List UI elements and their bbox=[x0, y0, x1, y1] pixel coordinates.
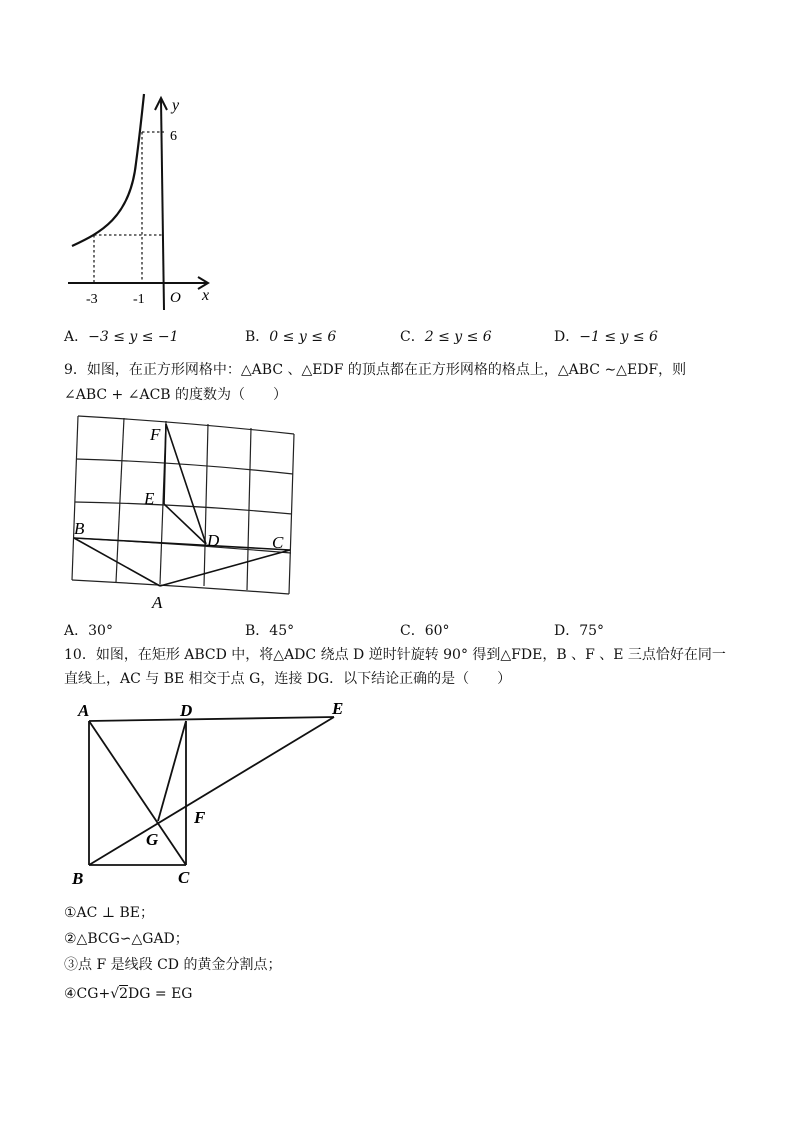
q8-option-d: D．−1 ≤ y ≤ 6 bbox=[554, 329, 658, 345]
q8-x-tick-minus1: -1 bbox=[133, 292, 145, 307]
q9-option-a: A．30° bbox=[64, 623, 113, 639]
q9-label-e: E bbox=[144, 489, 155, 508]
q10-seg-ac bbox=[89, 721, 186, 865]
q8-origin-label: O bbox=[170, 290, 181, 306]
q10-label-a: A bbox=[78, 701, 90, 720]
q10-label-b: B bbox=[72, 869, 84, 888]
q9-seg-fe bbox=[164, 424, 166, 504]
q8-x-label: x bbox=[202, 287, 210, 304]
q9-option-c: C．60° bbox=[400, 623, 450, 639]
q8-x-tick-minus3: -3 bbox=[86, 292, 98, 307]
q8-y-label: y bbox=[172, 97, 180, 114]
q10-stem-line2: 直线上，AC 与 BE 相交于点 G，连接 DG．以下结论正确的是（ ） bbox=[64, 671, 512, 687]
q9-option-b: B．45° bbox=[245, 623, 295, 639]
q8-option-a: A．−3 ≤ y ≤ −1 bbox=[64, 329, 179, 345]
q10-statement-4: ④CG+√2DG = EG bbox=[64, 986, 193, 1002]
q8-graph bbox=[60, 88, 230, 316]
q10-label-f: F bbox=[194, 808, 206, 827]
q9-label-a: A bbox=[152, 593, 163, 612]
q8-curve bbox=[72, 94, 144, 246]
q9-label-f: F bbox=[150, 425, 161, 444]
q9-option-d: D．75° bbox=[554, 623, 605, 639]
q9-stem-line1: 9．如图，在正方形网格中：△ABC 、△EDF 的顶点都在正方形网格的格点上，△ABC ∼△EDF，则 bbox=[64, 362, 687, 378]
q8-option-c: C．2 ≤ y ≤ 6 bbox=[400, 329, 492, 345]
q9-label-d: D bbox=[207, 531, 220, 550]
q10-seg-ae bbox=[89, 717, 334, 721]
q10-statement-3: ③点 F 是线段 CD 的黄金分割点； bbox=[64, 957, 282, 973]
q9-grid-figure bbox=[64, 408, 304, 613]
q8-y-tick-6: 6 bbox=[170, 129, 177, 144]
q10-label-e: E bbox=[332, 699, 344, 718]
q9-label-c: C bbox=[272, 533, 284, 552]
q8-option-b: B．0 ≤ y ≤ 6 bbox=[245, 329, 337, 345]
q9-label-b: B bbox=[74, 519, 85, 538]
q10-statement-2: ②△BCG∽△GAD； bbox=[64, 931, 189, 947]
q10-label-g: G bbox=[146, 830, 159, 849]
q9-seg-ba bbox=[74, 538, 160, 586]
sqrt-sign: √ bbox=[110, 986, 120, 1002]
q10-label-c: C bbox=[178, 868, 190, 887]
q10-rectangle-figure bbox=[64, 695, 364, 890]
q9-seg-bc bbox=[74, 538, 290, 550]
q10-statement-1: ①AC ⊥ BE； bbox=[64, 905, 154, 921]
q9-seg-ac bbox=[160, 550, 290, 586]
q10-seg-dg bbox=[158, 721, 186, 821]
q10-stem-line1: 10．如图，在矩形 ABCD 中，将△ADC 绕点 D 逆时针旋转 90° 得到△FDE，B 、F 、E 三点恰好在同一 bbox=[64, 647, 726, 663]
q10-seg-be bbox=[89, 717, 334, 865]
q10-label-d: D bbox=[180, 701, 193, 720]
q9-stem-line2: ∠ABC + ∠ACB 的度数为（ ） bbox=[64, 387, 288, 403]
